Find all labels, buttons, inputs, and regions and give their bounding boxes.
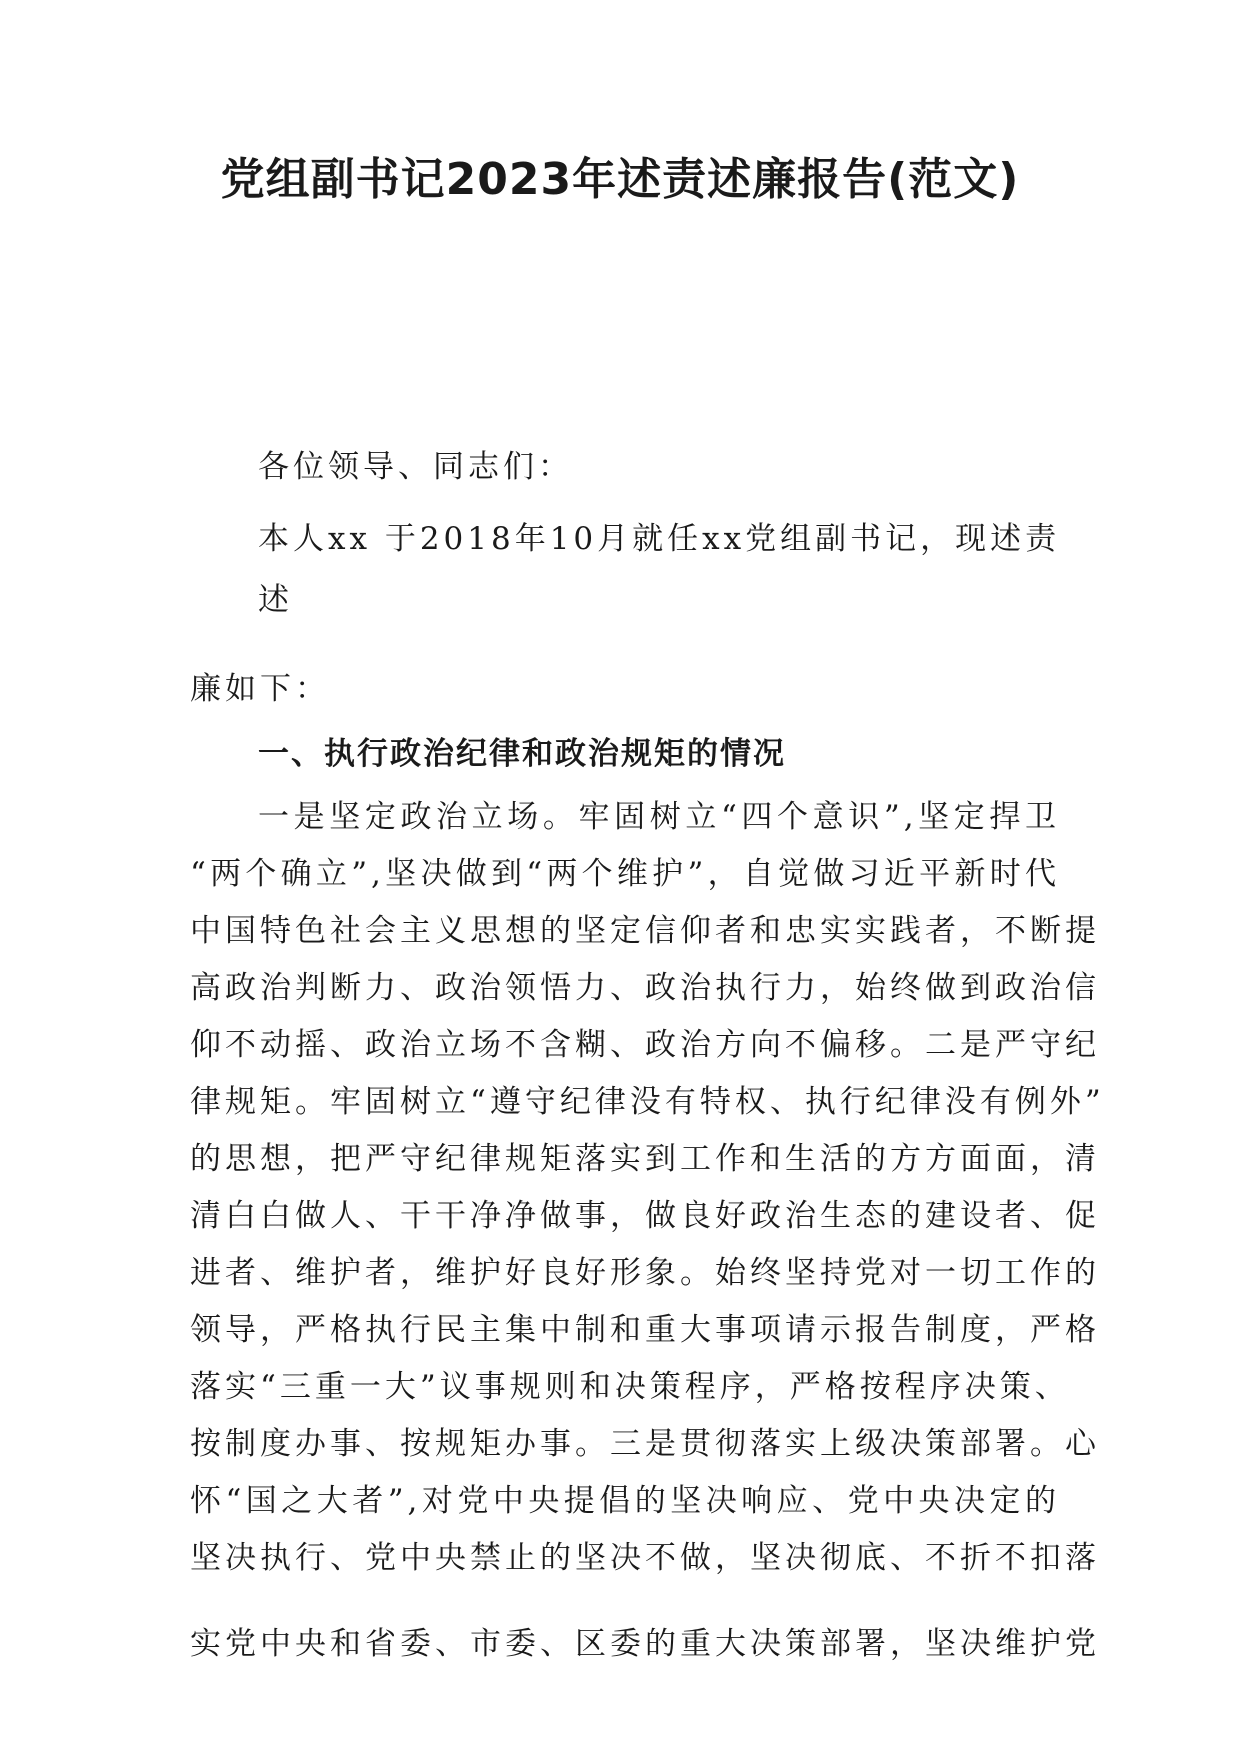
paragraph-line: 坚决执行、党中央禁止的坚决不做，坚决彻底、不折不扣落 xyxy=(190,1540,1100,1576)
document-title: 党组副书记2023年述责述廉报告(范文) xyxy=(220,154,1020,205)
paragraph-line: 仰不动摇、政治立场不含糊、政治方向不偏移。二是严守纪 xyxy=(190,1027,1100,1063)
intro-line-2: 述 xyxy=(258,582,293,618)
intro-line-3: 廉如下： xyxy=(190,671,330,707)
paragraph-line: 领导，严格执行民主集中制和重大事项请示报告制度，严格 xyxy=(190,1312,1100,1348)
paragraph-line: 的思想，把严守纪律规矩落实到工作和生活的方方面面，清 xyxy=(190,1141,1100,1177)
intro-line-1: 本人xx 于2018年10月就任xx党组副书记，现述责 xyxy=(258,521,1061,557)
section-1-heading: 一、执行政治纪律和政治规矩的情况 xyxy=(258,736,786,772)
paragraph-line: 中国特色社会主义思想的坚定信仰者和忠实实践者，不断提 xyxy=(190,913,1100,949)
paragraph-line: 按制度办事、按规矩办事。三是贯彻落实上级决策部署。心 xyxy=(190,1426,1100,1462)
paragraph-line: 高政治判断力、政治领悟力、政治执行力，始终做到政治信 xyxy=(190,970,1100,1006)
paragraph-line: 怀“国之大者”,对党中央提倡的坚决响应、党中央决定的 xyxy=(190,1483,1060,1519)
paragraph-line: 清白白做人、干干净净做事，做良好政治生态的建设者、促 xyxy=(190,1198,1100,1234)
paragraph-line: 实党中央和省委、市委、区委的重大决策部署，坚决维护党 xyxy=(190,1626,1100,1662)
paragraph-line: 落实“三重一大”议事规则和决策程序，严格按程序决策、 xyxy=(190,1369,1070,1405)
salutation: 各位领导、同志们： xyxy=(258,449,573,485)
paragraph-line: 进者、维护者，维护好良好形象。始终坚持党对一切工作的 xyxy=(190,1255,1100,1291)
paragraph-line: “两个确立”,坚决做到“两个维护”，自觉做习近平新时代 xyxy=(190,856,1060,892)
paragraph-line: 一是坚定政治立场。牢固树立“四个意识”,坚定捍卫 xyxy=(258,799,1060,835)
paragraph-line: 律规矩。牢固树立“遵守纪律没有特权、执行纪律没有例外” xyxy=(190,1084,1105,1120)
